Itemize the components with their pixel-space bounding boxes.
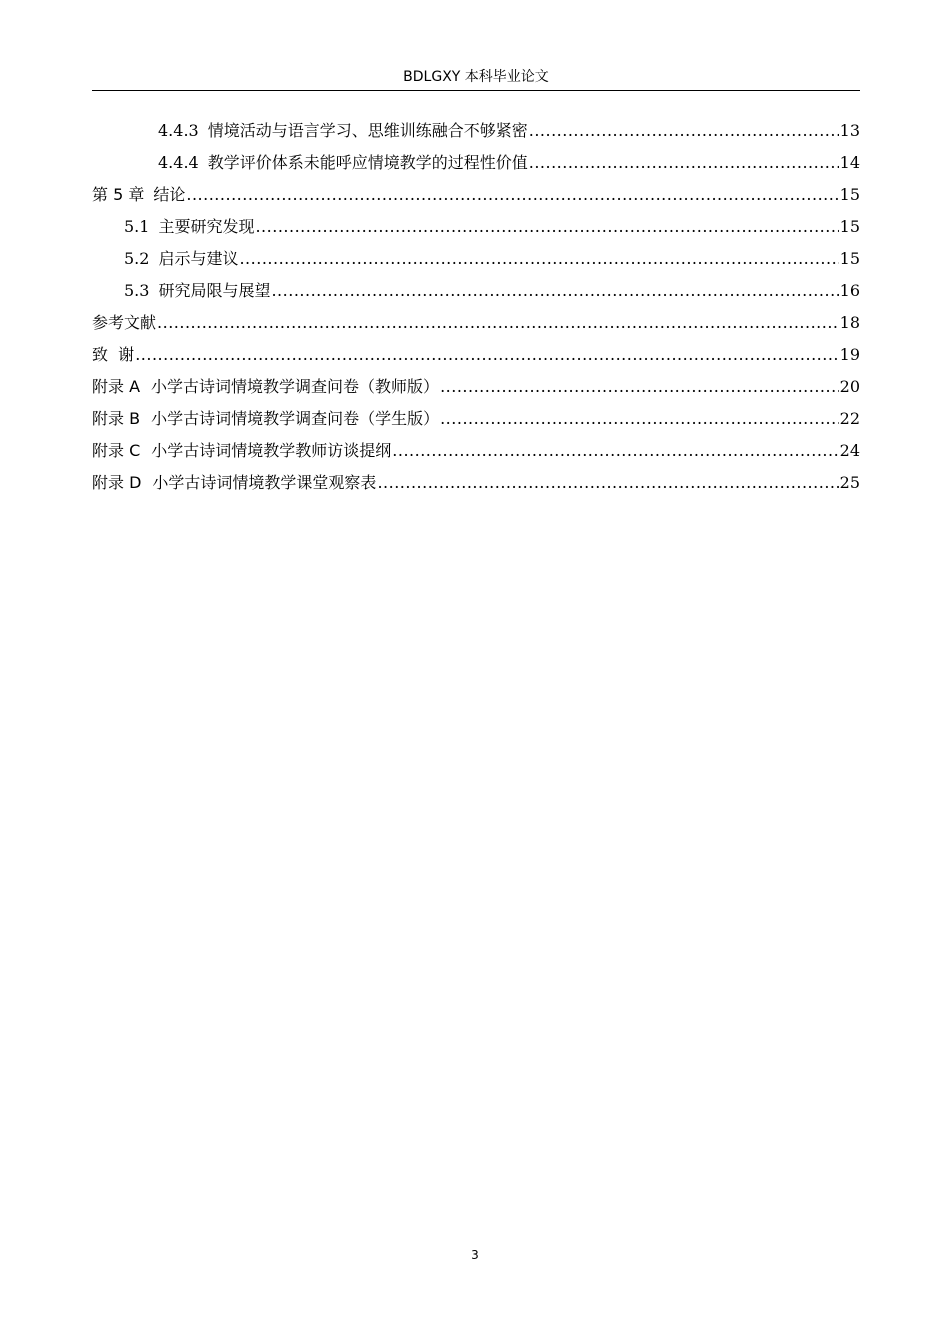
toc-leader-dots xyxy=(529,115,839,147)
toc-entry-title: 研究局限与展望 xyxy=(158,281,271,300)
toc-entry-number: 附录 B xyxy=(92,409,141,428)
toc-leader-dots xyxy=(529,147,839,179)
toc-entry-number: 第 5 章 xyxy=(92,185,145,204)
toc-entry-title: 致 谢 xyxy=(92,345,135,364)
page-header xyxy=(92,66,860,91)
toc-entry-page: 20 xyxy=(839,377,860,396)
toc-leader-dots xyxy=(135,339,838,371)
toc-entry-5-3[interactable] xyxy=(92,275,860,307)
toc-entry-title: 主要研究发现 xyxy=(158,217,255,236)
toc-entry-title: 小学古诗词情境教学课堂观察表 xyxy=(152,473,377,492)
toc-entry-number: 附录 A xyxy=(92,377,141,396)
toc-leader-dots xyxy=(186,179,838,211)
toc-entry-page: 22 xyxy=(839,409,860,428)
toc-entry-number: 附录 C xyxy=(92,441,141,460)
toc-entry-page: 18 xyxy=(839,313,860,332)
toc-entry-title: 启示与建议 xyxy=(158,249,239,268)
table-of-contents xyxy=(92,115,860,499)
toc-entry-4-4-4[interactable] xyxy=(92,147,860,179)
toc-entry-appendix-b[interactable] xyxy=(92,403,860,435)
toc-leader-dots xyxy=(377,467,838,499)
toc-entry-page: 16 xyxy=(839,281,860,300)
header-title: BDLGXY 本科毕业论文 xyxy=(403,69,549,85)
toc-entry-4-4-3[interactable] xyxy=(92,115,860,147)
toc-entry-number: 4.4.3 xyxy=(158,121,199,140)
toc-entry-number: 5.1 xyxy=(124,217,150,236)
toc-entry-page: 24 xyxy=(839,441,860,460)
page-footer xyxy=(0,1248,950,1262)
toc-entry-title: 结论 xyxy=(153,185,186,204)
toc-entry-page: 25 xyxy=(839,473,860,492)
toc-entry-appendix-c[interactable] xyxy=(92,435,860,467)
toc-entry-number: 5.2 xyxy=(124,249,150,268)
page-number: 3 xyxy=(471,1248,479,1262)
toc-entry-acknowledgements[interactable] xyxy=(92,339,860,371)
toc-entry-page: 19 xyxy=(839,345,860,364)
toc-entry-page: 13 xyxy=(839,121,860,140)
toc-leader-dots xyxy=(239,243,838,275)
toc-entry-5-2[interactable] xyxy=(92,243,860,275)
toc-entry-title: 小学古诗词情境教学调查问卷（学生版） xyxy=(151,409,440,428)
toc-entry-appendix-d[interactable] xyxy=(92,467,860,499)
toc-entry-5-1[interactable] xyxy=(92,211,860,243)
toc-entry-title: 情境活动与语言学习、思维训练融合不够紧密 xyxy=(207,121,528,140)
toc-leader-dots xyxy=(392,435,838,467)
toc-entry-title: 小学古诗词情境教学教师访谈提纲 xyxy=(151,441,392,460)
toc-entry-title: 教学评价体系未能呼应情境教学的过程性价值 xyxy=(207,153,528,172)
toc-entry-page: 14 xyxy=(839,153,860,172)
toc-entry-number: 附录 D xyxy=(92,473,142,492)
toc-entry-appendix-a[interactable] xyxy=(92,371,860,403)
toc-leader-dots xyxy=(440,371,839,403)
toc-entry-page: 15 xyxy=(839,249,860,268)
toc-entry-number: 4.4.4 xyxy=(158,153,199,172)
toc-entry-number: 5.3 xyxy=(124,281,150,300)
toc-leader-dots xyxy=(440,403,839,435)
toc-entry-title: 参考文献 xyxy=(92,313,157,332)
toc-entry-references[interactable] xyxy=(92,307,860,339)
toc-entry-page: 15 xyxy=(839,217,860,236)
toc-entry-chapter-5[interactable] xyxy=(92,179,860,211)
toc-leader-dots xyxy=(157,307,839,339)
toc-leader-dots xyxy=(255,211,838,243)
toc-entry-title: 小学古诗词情境教学调查问卷（教师版） xyxy=(151,377,440,396)
toc-entry-page: 15 xyxy=(839,185,860,204)
toc-leader-dots xyxy=(271,275,838,307)
